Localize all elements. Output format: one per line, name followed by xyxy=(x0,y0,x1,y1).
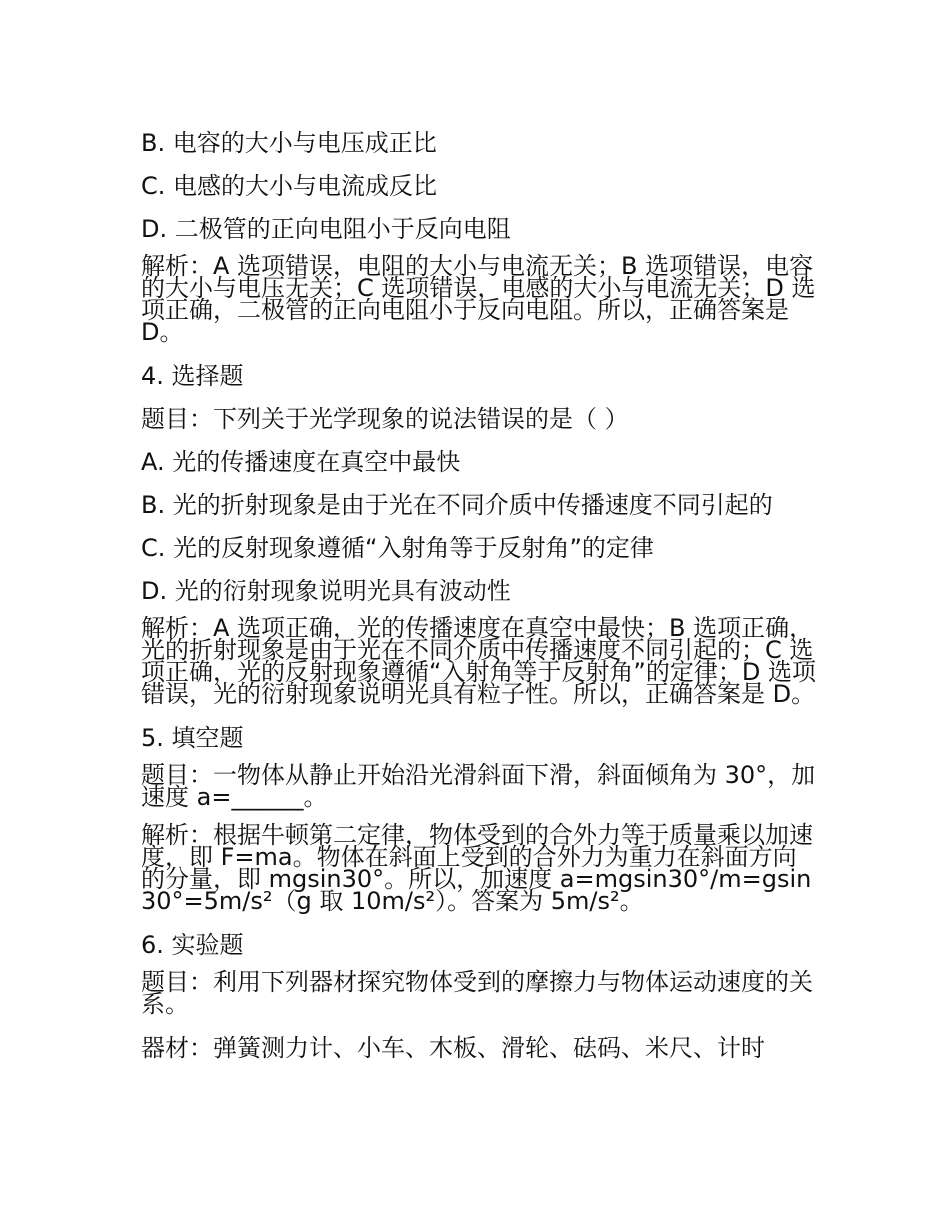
option-c-reflection: C. 光的反射现象遵循“入射角等于反射角”的定律 xyxy=(141,534,654,562)
analysis-q3: 解析：A 选项错误，电阻的大小与电流无关；B 选项错误，电容的大小与电压无关；C 选项错误，电感的大小与电流无关；D 选项正确，二极管的正向电阻小于反向电阻。所以，正确答案是 D。 xyxy=(141,252,816,346)
question-q4: 题目：下列关于光学现象的说法错误的是（ ） xyxy=(141,405,629,433)
option-a-light-speed: A. 光的传播速度在真空中最快 xyxy=(141,448,461,476)
option-c-inductance: C. 电感的大小与电流成反比 xyxy=(141,172,438,200)
option-b-refraction: B. 光的折射现象是由于光在不同介质中传播速度不同引起的 xyxy=(141,491,773,519)
option-d-diode: D. 二极管的正向电阻小于反向电阻 xyxy=(141,215,511,243)
analysis-q4: 解析：A 选项正确，光的传播速度在真空中最快；B 选项正确，光的折射现象是由于光在不同介质中传播速度不同引起的；C 选项正确，光的反射现象遵循“入射角等于反射角”的定律；D 选项错误，光的衍射现象说明光具有粒子性。所以，正确答案是 D。 xyxy=(141,614,816,708)
option-b-capacitance: B. 电容的大小与电压成正比 xyxy=(141,129,437,157)
equipment-q6: 器材：弹簧测力计、小车、木板、滑轮、砝码、米尺、计时 xyxy=(141,1034,765,1062)
option-d-diffraction: D. 光的衍射现象说明光具有波动性 xyxy=(141,577,511,605)
section-heading-q5: 5. 填空题 xyxy=(141,724,244,752)
section-heading-q4: 4. 选择题 xyxy=(141,362,244,390)
document-body xyxy=(141,126,816,1074)
question-q5: 题目：一物体从静止开始沿光滑斜面下滑，斜面倾角为 30°，加速度 a=______。 xyxy=(141,761,816,811)
question-q6: 题目：利用下列器材探究物体受到的摩擦力与物体运动速度的关系。 xyxy=(141,968,813,1018)
analysis-q5: 解析：根据牛顿第二定律，物体受到的合外力等于质量乘以加速度，即 F=ma。物体在斜面上受到的合外力为重力在斜面方向的分量，即 mgsin30°。所以，加速度 a=mgsin30°/m=gsin30°=5m/s²（g 取 10m/s²）。答案为 5m/s²。 xyxy=(141,821,813,915)
section-heading-q6: 6. 实验题 xyxy=(141,931,244,959)
